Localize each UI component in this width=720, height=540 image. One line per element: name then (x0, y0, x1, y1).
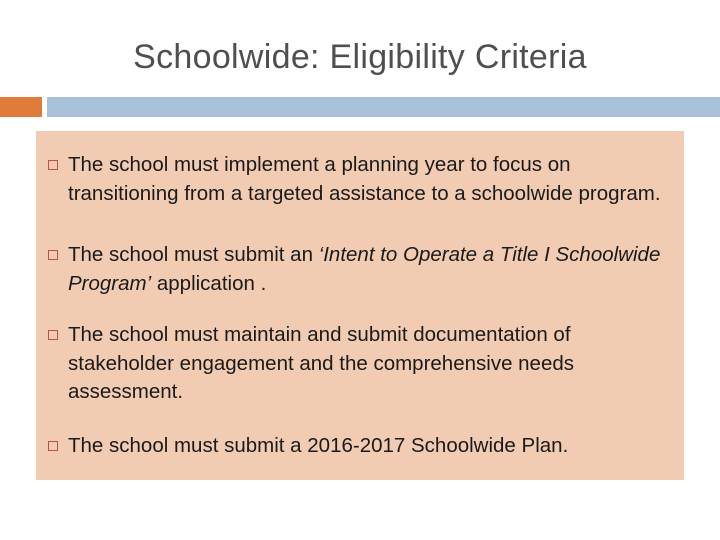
bullet-text-lead: The school must submit an (68, 243, 319, 266)
bullet-text: The school must maintain and submit documentation of stakeholder engagement and the comprehensive needs assessment. (68, 323, 575, 403)
bullet-text (68, 241, 668, 298)
slide-title: Schoolwide: Eligibility Criteria (133, 38, 587, 76)
content-panel (36, 131, 684, 480)
bullet-text-tail: application . (151, 271, 267, 295)
application-name: ‘Intent to Operate a Title I Schoolwide Program’ (68, 243, 661, 295)
bullet-text: The school must implement a planning year to focus on transitioning from a targeted assistance to a schoolwide program. (68, 153, 661, 205)
hollow-square-bullet-icon (48, 441, 58, 451)
hollow-square-bullet-icon (48, 330, 58, 340)
title-rule-bar (47, 97, 720, 117)
hollow-square-bullet-icon (48, 250, 58, 260)
bullet-text: The school must submit a 2016-2017 Schoolwide Plan. (68, 434, 569, 457)
title-rule-accent (0, 97, 42, 117)
hollow-square-bullet-icon (48, 160, 58, 170)
